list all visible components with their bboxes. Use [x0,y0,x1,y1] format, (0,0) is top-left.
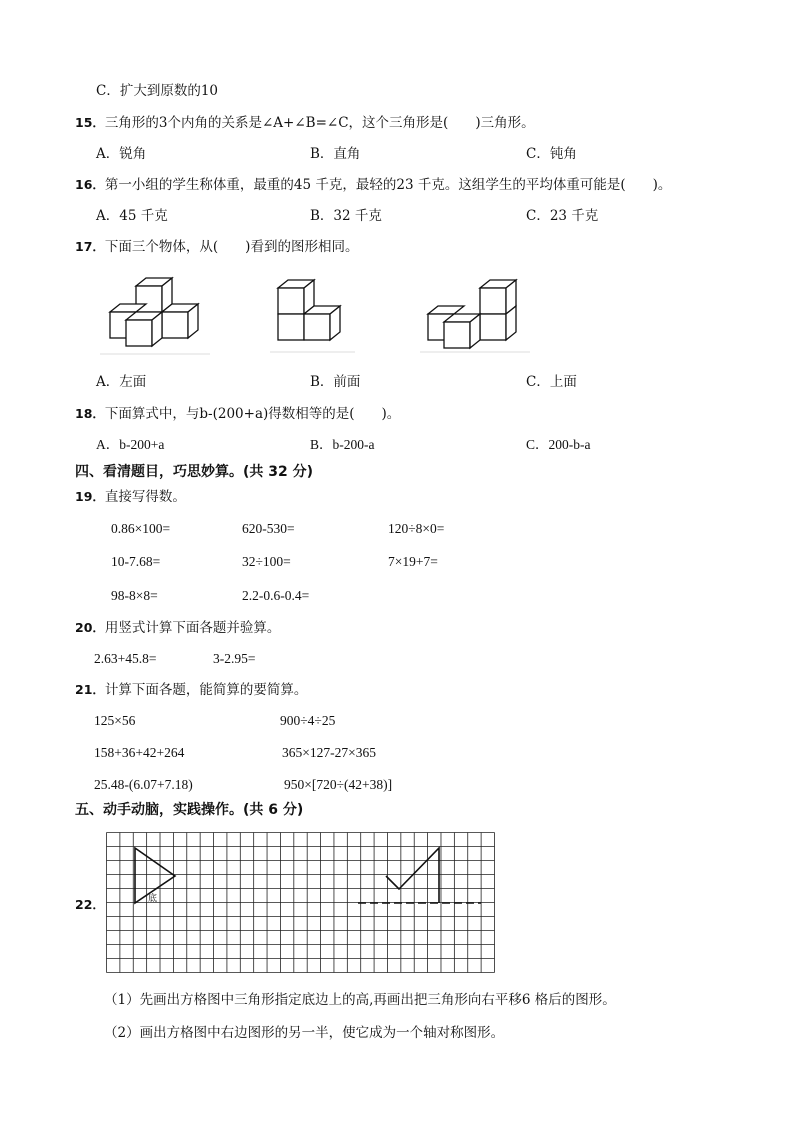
section4-title: 四、看清题目，巧思妙算。(共 32 分) [75,464,314,480]
q17-text: 下面三个物体，从( )看到的图形相同。 [104,239,359,255]
q16-stem [75,176,671,194]
q16-text: 第一小组的学生称体重，最重的45 千克，最轻的23 千克。这组学生的平均体重可能是( )。 [104,177,672,193]
q19-text: 直接写得数。 [104,489,186,505]
q19-r1-c2: 620-530= [242,521,295,536]
q18-stem [75,405,400,423]
q15-stem [75,114,535,132]
q18-option-a: A．b-200+a [96,437,165,452]
q21-text: 计算下面各题，能简算的要简算。 [104,682,308,698]
q22-instruction-2: （2）画出方格图中右边图形的另一半，使它成为一个轴对称图形。 [104,1025,505,1041]
q15-option-b: B．直角 [310,146,361,162]
q17-option-c: C．上面 [526,374,577,390]
q21-r1-c1: 125×56 [94,713,136,728]
q19-r1-c1: 0.86×100= [111,521,171,536]
q17-number: 17． [75,239,105,254]
q17-stem [75,238,358,256]
q16-number: 16． [75,177,105,192]
q18-option-c: C．200-b-a [526,437,591,452]
q19-r3-c1: 98-8×8= [111,588,158,603]
q17-object-1 [100,270,210,358]
q21-stem [75,681,307,699]
q15-text: 三角形的3个内角的关系是∠A+∠B=∠C，这个三角形是( )三角形。 [104,115,535,131]
q19-r2-c2: 32÷100= [242,554,291,569]
q20-item-2: 3-2.95= [213,651,256,666]
q15-option-a: A．锐角 [96,146,147,162]
q20-text: 用竖式计算下面各题并验算。 [104,620,281,636]
q16-option-c: C．23 千克 [526,208,599,224]
q22-grid [106,832,495,973]
q17-option-b: B．前面 [310,374,361,390]
section5-title: 五、动手动脑，实践操作。(共 6 分) [75,802,304,818]
q19-stem [75,488,186,506]
q22-instruction-1: （1）先画出方格图中三角形指定底边上的高,再画出把三角形向右平移6 格后的图形。 [104,992,616,1008]
q19-r2-c3: 7×19+7= [388,554,438,569]
q16-option-b: B．32 千克 [310,208,382,224]
q21-number: 21． [75,682,105,697]
q21-r3-c1: 25.48-(6.07+7.18) [94,777,193,792]
q19-r2-c1: 10-7.68= [111,554,161,569]
q19-r1-c3: 120÷8×0= [388,521,445,536]
q18-option-b: B．b-200-a [310,437,375,452]
q16-option-a: A．45 千克 [96,208,168,224]
q20-stem [75,619,280,637]
q22-number: 22． [75,897,105,912]
q22-base-label: 底 [148,894,158,904]
q18-text: 下面算式中，与b-(200+a)得数相等的是( )。 [104,406,401,422]
q21-r3-c2: 950×[720÷(42+38)] [284,777,393,792]
q20-item-1: 2.63+45.8= [94,651,157,666]
q20-number: 20． [75,620,105,635]
q21-r1-c2: 900÷4÷25 [280,713,336,728]
q15-number: 15． [75,115,105,130]
q18-number: 18． [75,406,105,421]
q21-r2-c2: 365×127-27×365 [282,745,376,760]
q19-number: 19． [75,489,105,504]
q17-object-3 [420,276,530,356]
q15-option-c: C．钝角 [526,146,577,162]
q22-half-figure [386,848,439,903]
q17-option-a: A．左面 [96,374,147,390]
q21-r2-c1: 158+36+42+264 [94,745,185,760]
q19-r3-c2: 2.2-0.6-0.4= [242,588,310,603]
q17-object-2 [270,276,355,356]
q14-option-c: C．扩大到原数的10 [96,83,219,99]
